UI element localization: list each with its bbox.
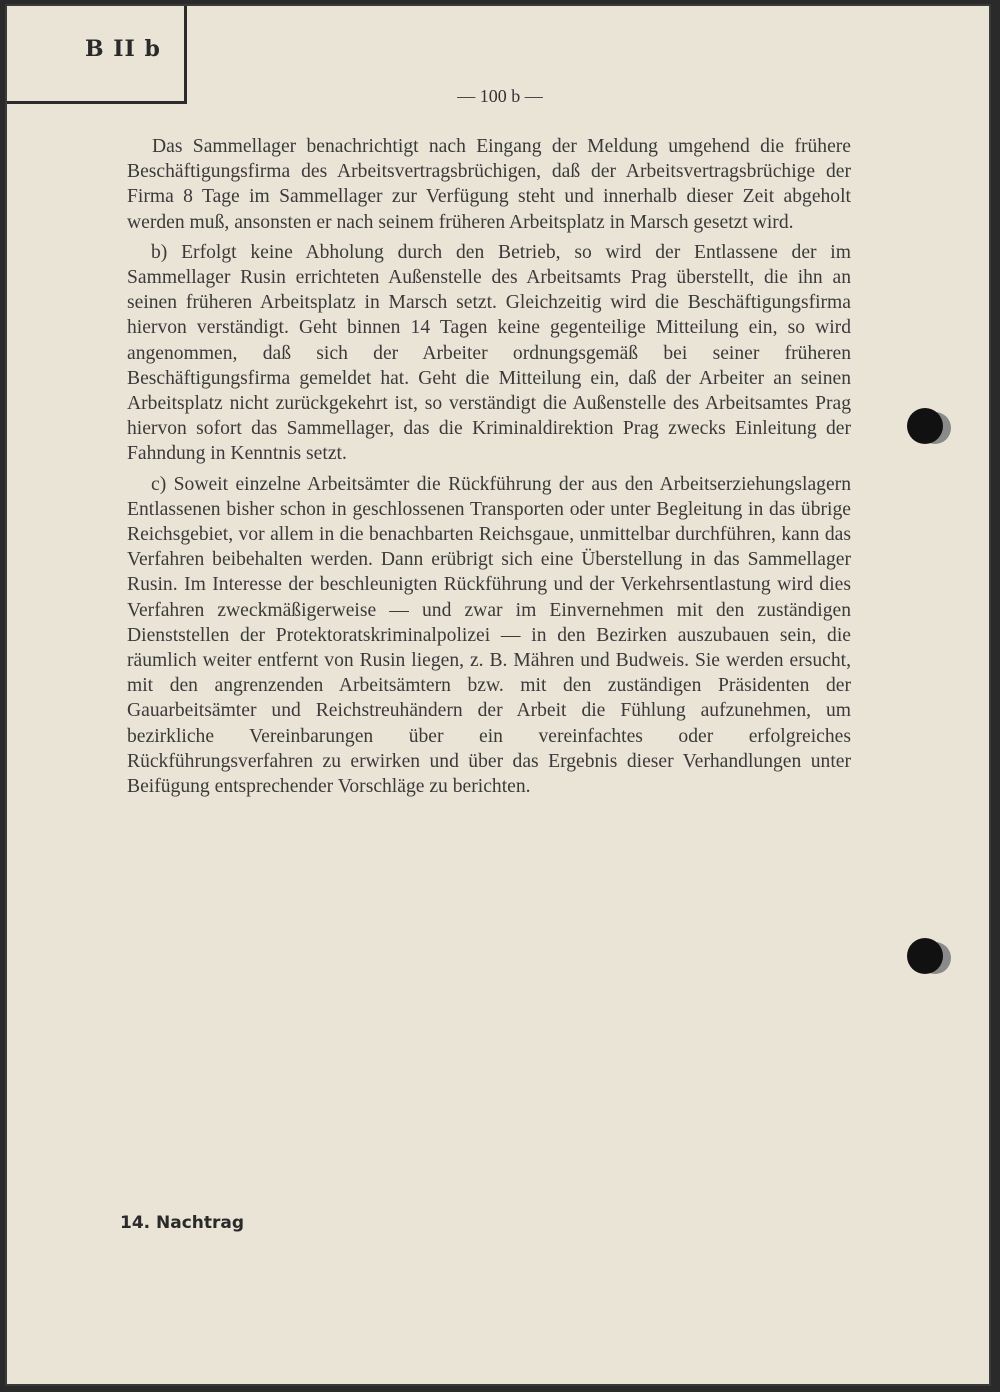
document-body: [127, 134, 851, 804]
punch-hole-bottom: [907, 938, 943, 974]
section-label: B II b: [85, 36, 161, 62]
paragraph-c: c) Soweit einzelne Arbeitsämter die Rückführung der aus den Arbeitserziehungslagern Entlassenen bisher schon in geschlossenen Transporten oder unter Begleitung in das übrige Reichsgebiet, vor allem in die benachbarten Reichsgaue, unmittelbar durchführen, kann das Verfahren beibehalten werden. Dann erübrigt sich eine Überstellung in das Sammellager Rusin. Im Interesse der beschleunigten Rückführung und der Verkehrsentlastung wird dies Verfahren zweckmäßigerweise — und zwar im Einvernehmen mit den zuständigen Dienststellen der Protektoratskriminalpolizei — in den Bezirken auszubauen sein, die räumlich weiter entfernt von Rusin liegen, z. B. Mähren und Budweis. Sie werden ersucht, mit den angrenzenden Arbeitsämtern bzw. mit den zuständigen Präsidenten der Gauarbeitsämter und Reichstreuhändern der Arbeit die Fühlung aufzunehmen, um bezirkliche Vereinbarungen über ein vereinfachtes oder erfolgreiches Rückführungsverfahren zu erwirken und über das Ergebnis dieser Verhandlungen unter Beifügung entsprechender Vorschläge zu berichten.: [127, 473, 851, 798]
page-number: — 100 b —: [457, 86, 543, 106]
punch-hole-top: [907, 408, 943, 444]
paragraph-b: b) Erfolgt keine Abholung durch den Betrieb, so wird der Entlassene der im Sammellager Rusin errichteten Außenstelle des Arbeitsamts Prag überstellt, die ihn an seinen früheren Arbeitsplatz in Marsch setzt. Gleichzeitig wird die Beschäftigungsfirma hiervon verständigt. Geht binnen 14 Tagen keine gegenteilige Mitteilung ein, so wird angenommen, daß sich der Arbeiter ordnungsgemäß bei seiner früheren Beschäftigungsfirma gemeldet hat. Geht die Mitteilung ein, daß der Arbeiter an seinen Arbeitsplatz nicht zurückgekehrt ist, so verständigt die Außenstelle des Arbeitsamtes Prag hiervon sofort das Sammellager, das die Kriminaldirektion Prag zwecks Einleitung der Fahndung in Kenntnis setzt.: [127, 241, 851, 465]
supplement-note: 14. Nachtrag: [120, 1213, 245, 1233]
paragraph-intro: Das Sammellager benachrichtigt nach Eingang der Meldung umgehend die frühere Beschäftigungsfirma des Arbeitsvertragsbrüchigen, daß der Arbeitsvertragsbrüchige der Firma 8 Tage im Sammellager zur Verfügung steht und innerhalb dieser Zeit abgeholt werden muß, ansonsten er nach seinem früheren Arbeitsplatz in Marsch gesetzt wird.: [127, 136, 851, 233]
document-page: [5, 4, 991, 1386]
